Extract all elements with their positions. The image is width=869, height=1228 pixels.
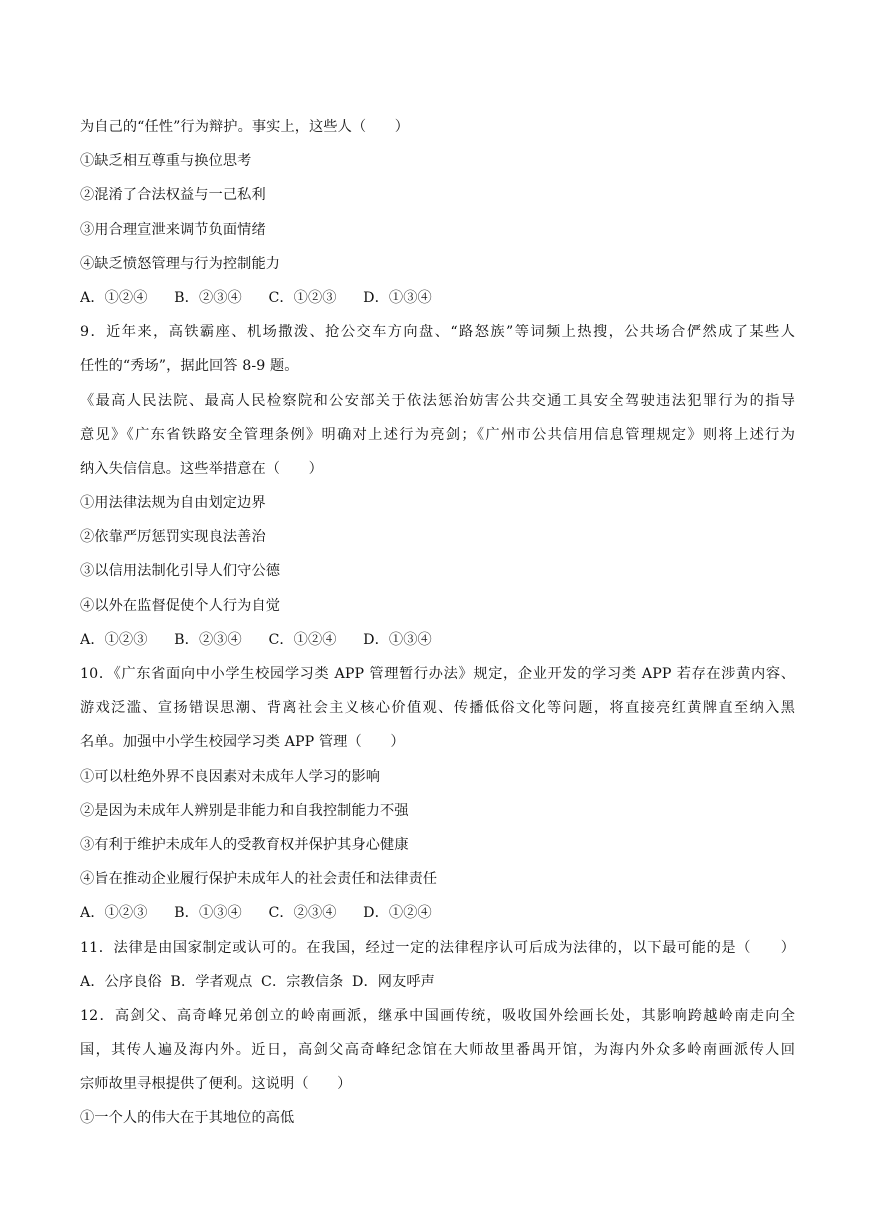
q8-item-4: ④缺乏愤怒管理与行为控制能力 bbox=[80, 255, 281, 272]
q9-item-3: ③以信用法制化引导人们守公德 bbox=[80, 563, 281, 580]
q9-stem-line-2: 任性的“秀场”，据此回答 8-9 题。 bbox=[80, 358, 299, 375]
q9-option-a: A．①②③ bbox=[80, 631, 148, 648]
q8-option-c: C．①②③ bbox=[268, 289, 337, 306]
q10-stem-line-3: 名单。加强中小学生校园学习类 APP 管理（ ） bbox=[80, 734, 405, 751]
q9-item-1: ①用法律法规为自由划定边界 bbox=[80, 495, 266, 512]
q11-option-b: B．学者观点 bbox=[170, 973, 253, 990]
q11-options bbox=[80, 965, 795, 999]
q12-item-1: ①一个人的伟大在于其地位的高低 bbox=[80, 1110, 295, 1127]
q10-option-b: B．①③④ bbox=[174, 905, 242, 922]
q11-stem-line-1: 11．法律是由国家制定或认可的。在我国，经过一定的法律程序认可后成为法律的，以下最可能的是（ ） bbox=[80, 939, 795, 956]
q8-options bbox=[80, 281, 795, 315]
q11-option-c: C．宗教信条 bbox=[261, 973, 344, 990]
q10-item-3: ③有利于维护未成年人的受教育权并保护其身心健康 bbox=[80, 836, 409, 853]
q12-stem-line-2: 国，其传人遍及海内外。近日，高剑父高奇峰纪念馆在大师故里番禺开馆，为海内外众多岭南画派传人回 bbox=[80, 1042, 795, 1059]
q9-option-c: C．①②④ bbox=[268, 631, 337, 648]
q10-item-2: ②是因为未成年人辨别是非能力和自我控制能力不强 bbox=[80, 802, 409, 819]
page-content bbox=[80, 110, 795, 1136]
q10-stem-line-2: 游戏泛滥、宣扬错误思潮、背离社会主义核心价值观、传播低俗文化等问题，将直接亮红黄牌直至纳入黑 bbox=[80, 700, 795, 717]
q10-option-d: D．①②④ bbox=[363, 905, 432, 922]
q10-item-1: ①可以杜绝外界不良因素对未成年人学习的影响 bbox=[80, 768, 381, 785]
q8-item-1: ①缺乏相互尊重与换位思考 bbox=[80, 153, 252, 170]
q8-option-b: B．②③④ bbox=[174, 289, 242, 306]
q8-item-2: ②混淆了合法权益与一己私利 bbox=[80, 187, 266, 204]
q9-item-4: ④以外在监督促使个人行为自觉 bbox=[80, 597, 281, 614]
q8-item-3: ③用合理宣泄来调节负面情绪 bbox=[80, 221, 266, 238]
q9-stem-line-5: 纳入失信信息。这些举措意在（ ） bbox=[80, 460, 323, 477]
q9-option-d: D．①③④ bbox=[363, 631, 432, 648]
q11-option-a: A．公序良俗 bbox=[80, 973, 162, 990]
q9-item-2: ②依靠严厉惩罚实现良法善治 bbox=[80, 529, 266, 546]
q9-option-b: B．②③④ bbox=[174, 631, 242, 648]
q9-stem-line-1: 9．近年来，高铁霸座、机场撒泼、抢公交车方向盘、“路怒族”等词频上热搜，公共场合俨然成了某些人 bbox=[80, 324, 795, 341]
q12-stem-line-3: 宗师故里寻根提供了便利。这说明（ ） bbox=[80, 1076, 352, 1093]
q12-stem-line-1: 12．高剑父、高奇峰兄弟创立的岭南画派，继承中国画传统，吸收国外绘画长处，其影响跨越岭南走向全 bbox=[80, 1007, 795, 1024]
q10-item-4: ④旨在推动企业履行保护未成年人的社会责任和法律责任 bbox=[80, 871, 438, 888]
q8-stem-tail: 为自己的“任性”行为辩护。事实上，这些人（ ） bbox=[80, 119, 410, 135]
q10-option-c: C．②③④ bbox=[268, 905, 337, 922]
q10-option-a: A．①②③ bbox=[80, 905, 148, 922]
q9-options bbox=[80, 623, 795, 657]
q9-stem-line-4: 意见》《广东省铁路安全管理条例》明确对上述行为亮剑；《广州市公共信用信息管理规定》则将上述行为 bbox=[80, 426, 795, 443]
q11-option-d: D．网友呼声 bbox=[352, 973, 435, 990]
q10-stem-line-1: 10．《广东省面向中小学生校园学习类 APP 管理暂行办法》规定，企业开发的学习类 APP 若存在涉黄内容、 bbox=[80, 666, 795, 682]
q8-option-d: D．①③④ bbox=[363, 289, 432, 306]
q9-stem-line-3: 《最高人民法院、最高人民检察院和公安部关于依法惩治妨害公共交通工具安全驾驶违法犯罪行为的指导 bbox=[80, 392, 795, 409]
q8-option-a: A．①②④ bbox=[80, 289, 148, 306]
q10-options bbox=[80, 896, 795, 930]
